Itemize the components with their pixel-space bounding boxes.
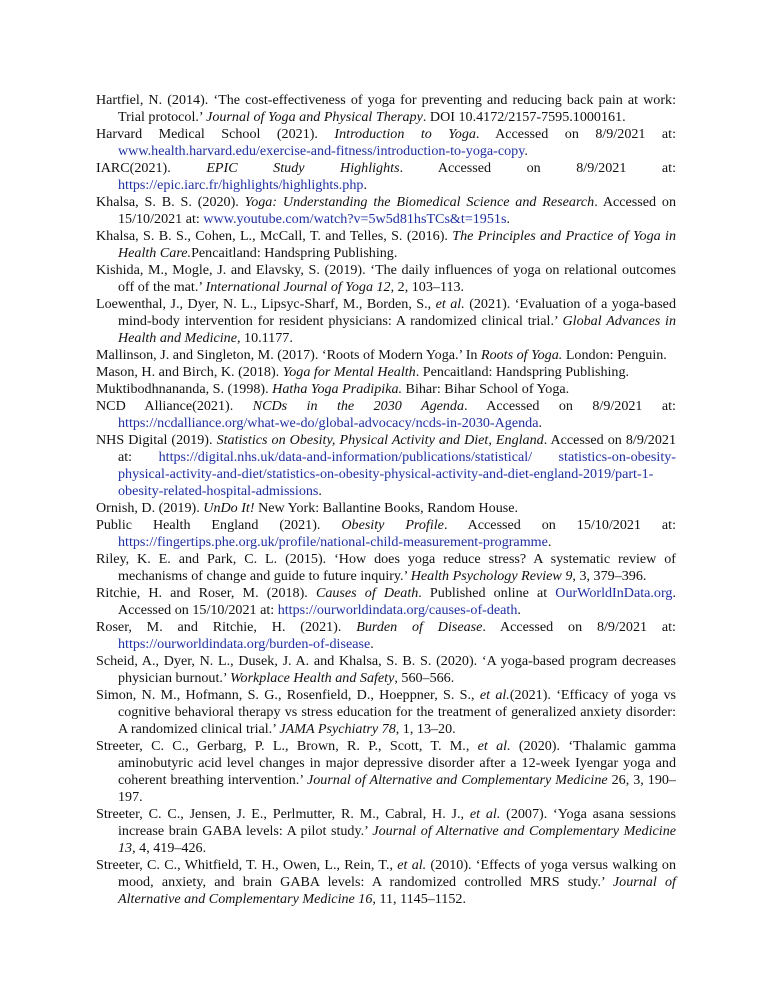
reference-text: . Accessed on 15/10/2021 at: — [118, 194, 676, 227]
reference-text: , 1, 13–20. — [395, 721, 456, 737]
reference-text: Khalsa, S. B. S. (2020). — [96, 194, 245, 210]
reference-link[interactable]: https://ncdalliance.org/what-we-do/global-advocacy/ncds-in-2030-Agenda — [118, 415, 539, 431]
reference-text: Ornish, D. (2019). — [96, 500, 204, 516]
reference-text: (2021). ‘Evaluation of a yoga-based mind-body intervention for resident physicians: A randomized clinical trial.’ — [118, 296, 676, 329]
reference-title: Workplace Health and Safety — [230, 670, 395, 686]
reference-entry — [96, 857, 676, 908]
reference-link[interactable]: https://epic.iarc.fr/highlights/highlights.php — [118, 177, 364, 193]
reference-title: Journal of Alternative and Complementary Medicine 13 — [118, 823, 676, 856]
reference-text: . — [524, 143, 528, 159]
reference-text: Public Health England (2021). — [96, 517, 342, 533]
reference-text: Simon, N. M., Hofmann, S. G., Rosenfield, D., Hoeppner, S. S., — [96, 687, 480, 703]
reference-title: et al. — [397, 857, 427, 873]
reference-text: . DOI 10.4172/2157-7595.1000161. — [422, 109, 626, 125]
reference-text: . — [363, 177, 367, 193]
reference-entry — [96, 160, 676, 194]
reference-text: (2007). ‘Yoga asana sessions increase brain GABA levels: A pilot study.’ — [118, 806, 676, 839]
reference-entry — [96, 194, 676, 228]
reference-text: NHS Digital (2019). — [96, 432, 217, 448]
reference-text: Kishida, M., Mogle, J. and Elavsky, S. (2019). ‘The daily influences of yoga on relational outcomes off of the mat.’ — [96, 262, 676, 295]
reference-text: . — [506, 211, 510, 227]
reference-link[interactable]: www.youtube.com/watch?v=5w5d81hsTCs&t=1951s — [203, 211, 507, 227]
reference-text: Streeter, C. C., Jensen, J. E., Perlmutter, R. M., Cabral, H. J., — [96, 806, 470, 822]
reference-text: (2010). ‘Effects of yoga versus walking on mood, anxiety, and brain GABA levels: A randomized controlled MRS study.’ — [118, 857, 676, 890]
reference-text: . Accessed on 8/9/2021 at: — [464, 398, 676, 414]
reference-title: Journal of Yoga and Physical Therapy — [206, 109, 423, 125]
reference-title: et al. — [469, 806, 501, 822]
reference-text: . Accessed on 8/9/2021 at: — [118, 432, 676, 465]
reference-text: Mason, H. and Birch, K. (2018). — [96, 364, 283, 380]
reference-text: (2021). ‘Efficacy of yoga vs cognitive behavioral therapy vs stress education for the treatment of generalized anxiety disorder: A randomized clinical trial.’ — [118, 687, 676, 737]
reference-text: , 560–566. — [394, 670, 455, 686]
reference-text: Hartfiel, N. (2014). ‘The cost-effectiveness of yoga for preventing and reducing back pain at work: Trial protocol.’ — [96, 92, 676, 125]
reference-entry — [96, 551, 676, 585]
reference-title: Journal of Alternative and Complementary Medicine 16 — [118, 874, 676, 907]
reference-title: EPIC Study Highlights — [206, 160, 400, 176]
reference-text: . Pencaitland: Handspring Publishing. — [415, 364, 630, 380]
reference-text: . Accessed on 15/10/2021 at: — [118, 585, 676, 618]
reference-entry — [96, 364, 676, 381]
reference-text: . Published online at — [418, 585, 556, 601]
reference-title: Burden of Disease — [356, 619, 483, 635]
reference-title: Obesity Profile — [341, 517, 444, 533]
reference-text: (2020). ‘Thalamic gamma aminobutyric acid level changes in major depressive disorder after a 12-week Iyengar yoga and coherent breathing intervention.’ — [118, 738, 677, 788]
reference-entry — [96, 432, 676, 500]
reference-text: Scheid, A., Dyer, N. L., Dusek, J. A. and Khalsa, S. B. S. (2020). ‘A yoga-based program decreases physician burnout.’ — [96, 653, 676, 686]
reference-link[interactable]: https://ourworldindata.org/burden-of-disease — [118, 636, 371, 652]
reference-title: Yoga: Understanding the Biomedical Science and Research — [244, 194, 595, 210]
reference-title: Statistics on Obesity, Physical Activity and Diet, England — [216, 432, 544, 448]
reference-entry — [96, 92, 676, 126]
reference-title: Roots of Yoga. — [480, 347, 563, 363]
reference-text: , 4, 419–426. — [132, 840, 207, 856]
reference-text: . — [318, 483, 322, 499]
reference-text: Pencaitland: Handspring Publishing. — [191, 245, 398, 261]
reference-entry — [96, 262, 676, 296]
reference-title: UnDo It! — [203, 500, 255, 516]
reference-text: NCD Alliance(2021). — [96, 398, 253, 414]
reference-text: . — [370, 636, 374, 652]
reference-text: Roser, M. and Ritchie, H. (2021). — [96, 619, 357, 635]
reference-title: Journal of Alternative and Complementary Medicine — [306, 772, 608, 788]
reference-text: Muktibodhnananda, S. (1998). — [96, 381, 273, 397]
reference-entry — [96, 585, 676, 619]
reference-text: London: Penguin. — [562, 347, 667, 363]
reference-title: Introduction to Yoga — [334, 126, 476, 142]
reference-text: Bihar: Bihar School of Yoga. — [402, 381, 570, 397]
reference-title: Health Psychology Review 9 — [410, 568, 573, 584]
reference-entry — [96, 738, 676, 806]
reference-list — [96, 92, 676, 908]
reference-text: Loewenthal, J., Dyer, N. L., Lipsyc-Sharf, M., Borden, S., — [96, 296, 436, 312]
reference-title: JAMA Psychiatry 78 — [279, 721, 396, 737]
reference-text: . — [547, 534, 552, 550]
reference-title: The Principles and Practice of Yoga in Health Care. — [118, 228, 676, 261]
reference-entry — [96, 619, 676, 653]
reference-entry — [96, 126, 676, 160]
reference-text: Riley, K. E. and Park, C. L. (2015). ‘How does yoga reduce stress? A systematic review of mechanisms of change and guide to future inquiry.’ — [96, 551, 676, 584]
reference-text: , 10.1177. — [236, 330, 293, 346]
reference-text: Ritchie, H. and Roser, M. (2018). — [96, 585, 316, 601]
reference-text: . Accessed on 8/9/2021 at: — [482, 619, 676, 635]
reference-text: Mallinson, J. and Singleton, M. (2017). ‘Roots of Modern Yoga.’ In — [96, 347, 481, 363]
reference-entry — [96, 228, 676, 262]
reference-text: 26, 3, 190–197. — [118, 772, 676, 805]
reference-entry — [96, 687, 676, 738]
reference-title: et al. — [477, 738, 511, 754]
reference-title: Hatha Yoga Pradipika. — [272, 381, 403, 397]
reference-entry — [96, 347, 676, 364]
reference-link[interactable]: https://fingertips.phe.org.uk/profile/national-child-measurement-programme — [118, 534, 548, 550]
reference-text: New York: Ballantine Books, Random House. — [254, 500, 519, 516]
reference-entry — [96, 806, 676, 857]
reference-text: . Accessed on 8/9/2021 at: — [399, 160, 677, 176]
reference-title: Causes of Death — [315, 585, 419, 601]
reference-text: IARC(2021). — [96, 160, 207, 176]
reference-text: , 2, 103–113. — [390, 279, 465, 295]
reference-link[interactable]: www.health.harvard.edu/exercise-and-fitness/introduction-to-yoga-copy — [118, 143, 525, 159]
reference-entry — [96, 296, 676, 347]
reference-text: , 3, 379–396. — [572, 568, 647, 584]
reference-title: NCDs in the 2030 Agenda — [252, 398, 465, 414]
reference-text: . Accessed on 15/10/2021 at: — [443, 517, 676, 533]
reference-text: . Accessed on 8/9/2021 at: — [475, 126, 676, 142]
reference-text: Khalsa, S. B. S., Cohen, L., McCall, T. and Telles, S. (2016). — [96, 228, 453, 244]
reference-title: et al. — [435, 296, 465, 312]
reference-title: Yoga for Mental Health — [282, 364, 416, 380]
reference-entry — [96, 500, 676, 517]
reference-entry — [96, 398, 676, 432]
reference-text: , 11, 1145–1152. — [372, 891, 466, 907]
reference-entry — [96, 653, 676, 687]
reference-text: Harvard Medical School (2021). — [96, 126, 335, 142]
reference-text: Streeter, C. C., Whitfield, T. H., Owen, L., Rein, T., — [96, 857, 398, 873]
reference-text: . — [517, 602, 521, 618]
reference-title: et al. — [479, 687, 510, 703]
reference-text: . — [538, 415, 542, 431]
reference-entry — [96, 381, 676, 398]
reference-text: Streeter, C. C., Gerbarg, P. L., Brown, R. P., Scott, T. M., — [96, 738, 478, 754]
reference-link[interactable]: https://digital.nhs.uk/data-and-information/publications/statistical/ statistics-on-obesity-physical-activity-and-diet/statistics-on-obesity-physical-activity-and-diet-england-2019/part-1-obesity-related-hospital-admissions — [118, 449, 676, 499]
reference-title: International Journal of Yoga 12 — [205, 279, 391, 295]
reference-title: Global Advances in Health and Medicine — [118, 313, 677, 346]
reference-link[interactable]: https://ourworldindata.org/causes-of-death — [277, 602, 518, 618]
reference-entry — [96, 517, 676, 551]
reference-link[interactable]: OurWorldInData.org — [555, 585, 673, 601]
